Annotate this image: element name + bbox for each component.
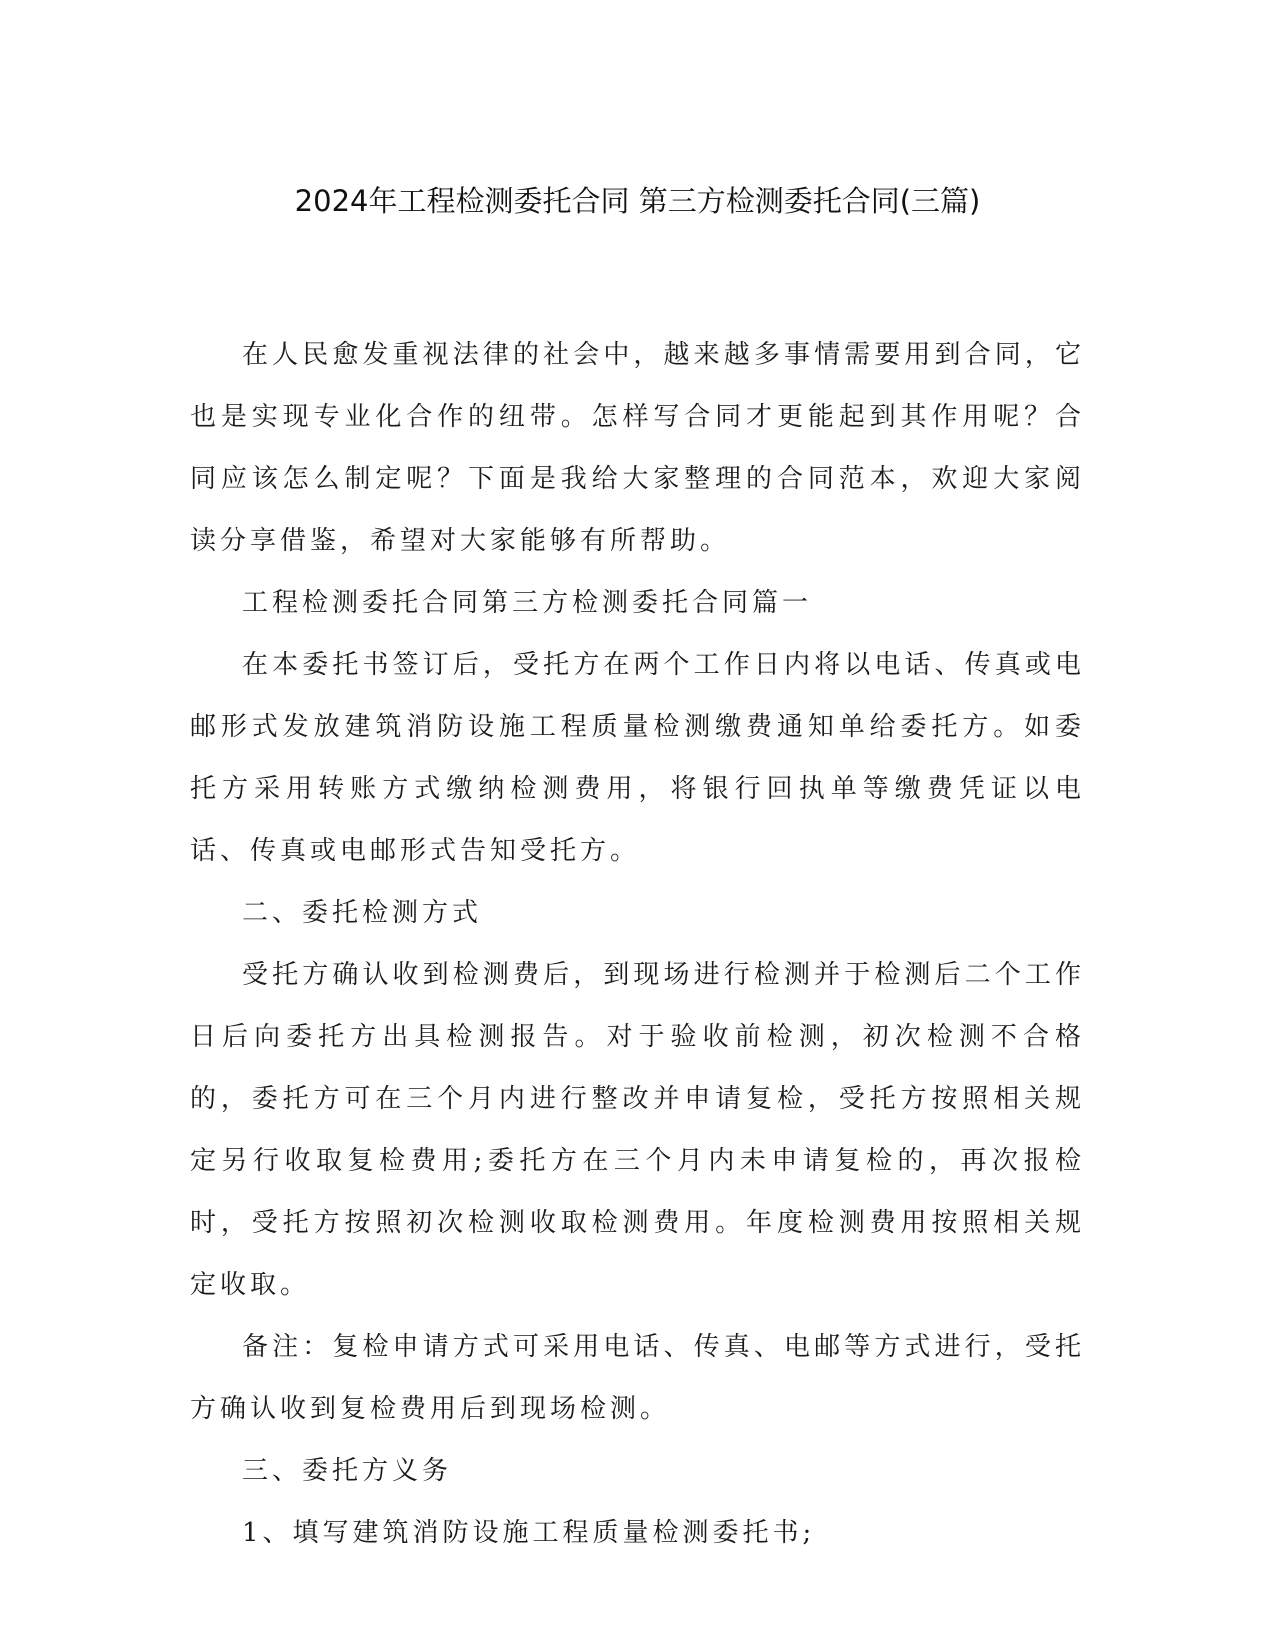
paragraph-remark: 备注：复检申请方式可采用电话、传真、电邮等方式进行，受托方确认收到复检费用后到现场检测。	[190, 1332, 1085, 1424]
document-body	[190, 324, 1085, 1564]
list-item-obligation-1: 1、填写建筑消防设施工程质量检测委托书;	[242, 1518, 816, 1548]
section-heading-part-one: 工程检测委托合同第三方检测委托合同篇一	[242, 588, 813, 618]
paragraph-inspection-method: 受托方确认收到检测费后，到现场进行检测并于检测后二个工作日后向委托方出具检测报告。对于验收前检测，初次检测不合格的，委托方可在三个月内进行整改并申请复检，受托方按照相关规定另行收取复检费用;委托方在三个月内未申请复检的，再次报检时，受托方按照初次检测收取检测费用。年度检测费用按照相关规定收取。	[190, 960, 1085, 1300]
paragraph-intro: 在人民愈发重视法律的社会中，越来越多事情需要用到合同，它也是实现专业化合作的纽带。怎样写合同才更能起到其作用呢？合同应该怎么制定呢？下面是我给大家整理的合同范本，欢迎大家阅读分享借鉴，希望对大家能够有所帮助。	[190, 340, 1085, 556]
section-heading-client-obligations: 三、委托方义务	[242, 1456, 453, 1486]
document-title: 2024年工程检测委托合同 第三方检测委托合同(三篇)	[294, 184, 981, 218]
section-heading-inspection-method: 二、委托检测方式	[242, 898, 483, 928]
paragraph-payment-notice: 在本委托书签订后，受托方在两个工作日内将以电话、传真或电邮形式发放建筑消防设施工程质量检测缴费通知单给委托方。如委托方采用转账方式缴纳检测费用，将银行回执单等缴费凭证以电话、传真或电邮形式告知受托方。	[190, 650, 1085, 866]
